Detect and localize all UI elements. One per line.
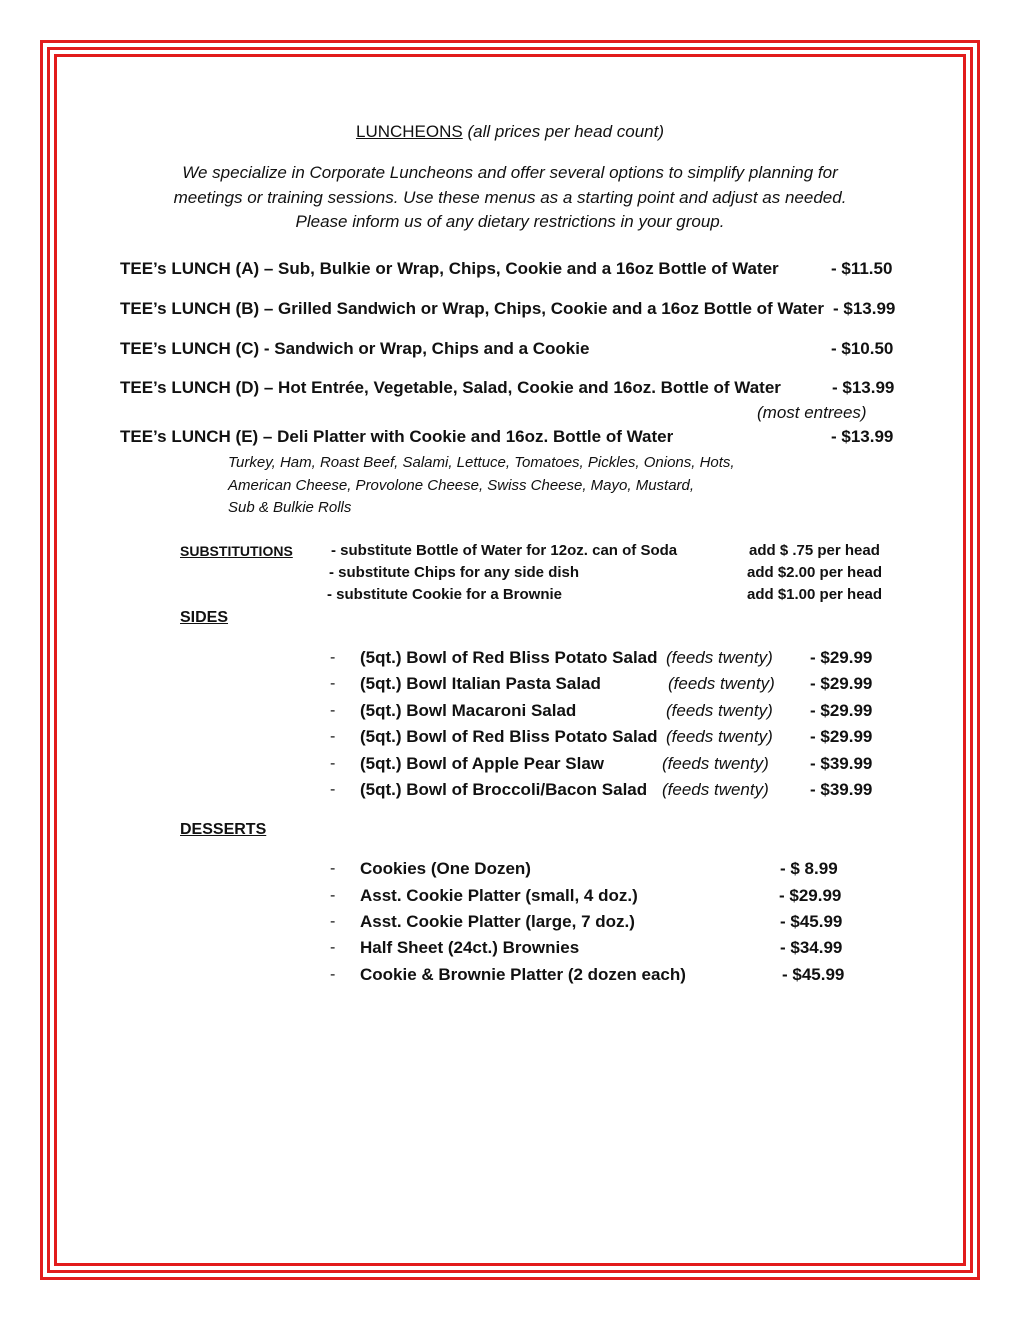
- lunch-e-price: - $13.99: [831, 427, 894, 446]
- page-title: [0, 122, 1020, 142]
- substitution-text: - substitute Bottle of Water for 12oz. can of Soda: [331, 542, 678, 559]
- sides-heading: SIDES: [180, 609, 229, 626]
- bullet-dash: -: [330, 728, 336, 745]
- lunch-a-price: - $11.50: [831, 259, 893, 278]
- side-item-price: - $29.99: [810, 674, 873, 693]
- bullet-dash: -: [330, 860, 336, 877]
- side-item-name: (5qt.) Bowl of Red Bliss Potato Salad: [360, 727, 658, 746]
- bullet-dash: -: [330, 702, 336, 719]
- deli-platter-details: [228, 452, 735, 520]
- bullet-dash: -: [330, 887, 336, 904]
- deli-details-line: Turkey, Ham, Roast Beef, Salami, Lettuce, Tomatoes, Pickles, Onions, Hots,: [228, 454, 735, 471]
- side-item-price: - $29.99: [810, 648, 873, 667]
- dessert-item-price: - $45.99: [780, 912, 843, 931]
- dessert-item-name: Cookie & Brownie Platter (2 dozen each): [360, 965, 686, 984]
- lunch-c-label: TEE’s LUNCH (C) - Sandwich or Wrap, Chips and a Cookie: [120, 339, 590, 358]
- substitutions-heading: SUBSTITUTIONS: [180, 543, 293, 559]
- dessert-item-price: - $45.99: [782, 965, 845, 984]
- side-item-feeds: (feeds twenty): [666, 727, 773, 746]
- side-item-price: - $39.99: [810, 754, 873, 773]
- bullet-dash: -: [330, 755, 336, 772]
- dessert-item-price: - $ 8.99: [780, 859, 838, 878]
- dessert-item-price: - $29.99: [779, 886, 842, 905]
- dessert-item-name: Asst. Cookie Platter (large, 7 doz.): [360, 912, 635, 931]
- side-item-price: - $29.99: [810, 701, 873, 720]
- dessert-item-name: Half Sheet (24ct.) Brownies: [360, 938, 580, 957]
- title-text: LUNCHEONS: [355, 122, 463, 141]
- lunch-b-label: TEE’s LUNCH (B) – Grilled Sandwich or Wrap, Chips, Cookie and a 16oz Bottle of Water: [120, 299, 825, 318]
- dessert-item-price: - $34.99: [780, 938, 843, 957]
- side-item-feeds: (feeds twenty): [662, 754, 769, 773]
- bullet-dash: -: [330, 649, 336, 666]
- side-item-price: - $29.99: [810, 727, 873, 746]
- substitution-price: add $2.00 per head: [747, 564, 883, 581]
- deli-details-line: American Cheese, Provolone Cheese, Swiss Cheese, Mayo, Mustard,: [228, 476, 695, 494]
- substitution-text: - substitute Cookie for a Brownie: [327, 586, 563, 603]
- side-item-feeds: (feeds twenty): [666, 648, 773, 667]
- side-item-price: - $39.99: [810, 780, 873, 799]
- side-item-name: (5qt.) Bowl Macaroni Salad: [360, 701, 577, 720]
- side-item-name: (5qt.) Bowl of Broccoli/Bacon Salad: [360, 780, 648, 799]
- bullet-dash: -: [330, 966, 336, 983]
- substitution-price: add $ .75 per head: [749, 542, 880, 559]
- lunch-a-label: TEE’s LUNCH (A) – Sub, Bulkie or Wrap, Chips, Cookie and a 16oz Bottle of Water: [120, 259, 779, 278]
- substitution-text: - substitute Chips for any side dish: [329, 564, 580, 581]
- bullet-dash: -: [330, 781, 336, 798]
- deli-details-line: Sub & Bulkie Rolls: [228, 499, 352, 516]
- side-item-name: (5qt.) Bowl of Apple Pear Slaw: [360, 754, 605, 773]
- side-item-name: (5qt.) Bowl of Red Bliss Potato Salad: [360, 648, 658, 667]
- side-item-feeds: (feeds twenty): [662, 780, 769, 799]
- lunch-c-price: - $10.50: [831, 339, 894, 358]
- dessert-item-name: Asst. Cookie Platter (small, 4 doz.): [360, 886, 638, 905]
- side-item-feeds: (feeds twenty): [668, 674, 775, 693]
- side-item-name: (5qt.) Bowl Italian Pasta Salad: [360, 674, 601, 693]
- substitution-price: add $1.00 per head: [747, 586, 883, 603]
- bullet-dash: -: [330, 913, 336, 930]
- dessert-item-name: Cookies (One Dozen): [360, 859, 531, 878]
- lunch-b-price: - $13.99: [833, 299, 896, 318]
- intro-line: We specialize in Corporate Luncheons and offer several options to simplify planning for: [182, 163, 838, 182]
- lunch-d-note: (most entrees): [757, 403, 867, 422]
- bullet-dash: -: [330, 675, 336, 692]
- bullet-dash: -: [330, 939, 336, 956]
- lunch-e-label: TEE’s LUNCH (E) – Deli Platter with Cookie and 16oz. Bottle of Water: [120, 427, 674, 446]
- lunch-d-label: TEE’s LUNCH (D) – Hot Entrée, Vegetable, Salad, Cookie and 16oz. Bottle of Water: [120, 378, 781, 397]
- intro-paragraph: [0, 161, 1020, 235]
- side-item-feeds: (feeds twenty): [666, 701, 773, 720]
- desserts-heading: DESSERTS: [180, 821, 267, 838]
- title-subtitle: (all prices per head count): [467, 122, 665, 141]
- intro-line: meetings or training sessions. Use these menus as a starting point and adjust as needed.: [173, 187, 847, 207]
- lunch-d-price: - $13.99: [832, 378, 895, 397]
- intro-line: Please inform us of any dietary restrictions in your group.: [295, 212, 725, 231]
